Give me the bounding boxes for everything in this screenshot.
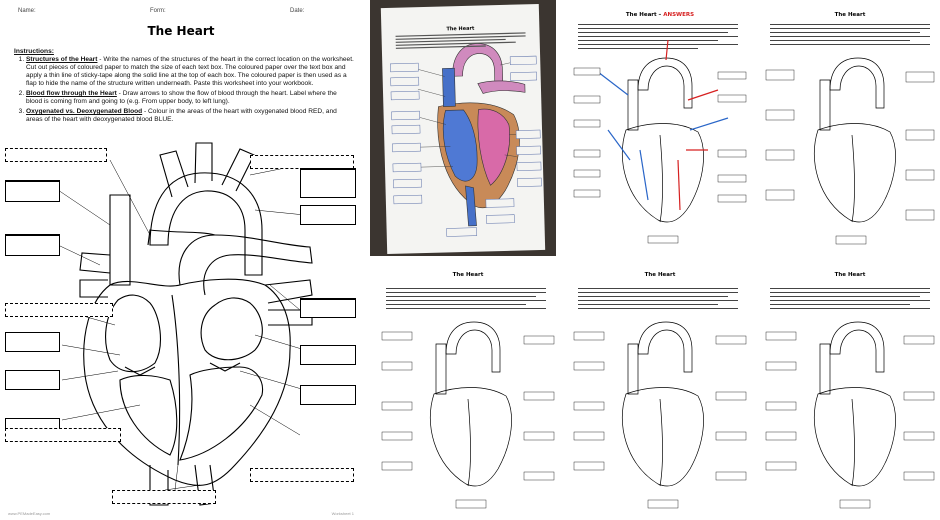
thumb-title: The Heart bbox=[452, 272, 484, 278]
label-box[interactable] bbox=[5, 234, 60, 256]
answers-title: The Heart – ANSWERS bbox=[625, 12, 695, 18]
label-box[interactable] bbox=[5, 303, 113, 317]
page-title: The Heart bbox=[147, 24, 215, 38]
thumb-title: The Heart bbox=[834, 12, 866, 18]
instruction-item: 3. Oxygenated vs. Deoxygenated Blood - Colour in the areas of the heart with oxygenated blood RED, and areas of the heart with deoxygenated blood BLUE. bbox=[26, 108, 354, 124]
thumb-heart bbox=[568, 262, 752, 520]
answers-heart-diagram bbox=[568, 0, 752, 256]
label-box[interactable] bbox=[5, 370, 60, 390]
footer-page: Worksheet 1 bbox=[331, 511, 354, 516]
label-box[interactable] bbox=[112, 490, 216, 504]
label-box[interactable] bbox=[5, 428, 121, 442]
photo-coloured-worksheet bbox=[370, 0, 556, 256]
label-box[interactable] bbox=[300, 298, 356, 318]
label-box[interactable] bbox=[300, 168, 356, 198]
labelled-thumbnail-1 bbox=[376, 262, 560, 520]
instruction-item: 2. Blood flow through the Heart - Draw arrows to show the flow of blood through the heart. Label where the blood is coming from and going to (e.g. From upper body, to left lung). bbox=[26, 90, 354, 106]
label-box[interactable] bbox=[250, 468, 354, 482]
thumb-heart bbox=[760, 0, 940, 256]
thumb-title: The Heart bbox=[644, 272, 676, 278]
answers-thumbnail bbox=[568, 0, 752, 256]
thumb-heart bbox=[376, 262, 560, 520]
tape-line bbox=[5, 234, 60, 236]
tape-line bbox=[300, 168, 356, 170]
tape-line bbox=[300, 298, 356, 300]
label-box[interactable] bbox=[300, 205, 356, 225]
thumb-heart bbox=[760, 262, 940, 520]
instructions bbox=[14, 48, 354, 126]
main-worksheet bbox=[0, 0, 362, 520]
photo-paper bbox=[381, 4, 545, 254]
thumb-title: The Heart bbox=[834, 272, 866, 278]
label-box[interactable] bbox=[5, 332, 60, 352]
instructions-heading: Instructions: bbox=[14, 48, 54, 55]
footer-website: www.PEMadeEasy.com bbox=[8, 511, 51, 516]
labelled-thumbnail-3 bbox=[760, 262, 940, 520]
labelled-thumbnail-2 bbox=[568, 262, 752, 520]
label-box[interactable] bbox=[300, 385, 356, 405]
tape-line bbox=[5, 180, 60, 182]
label-box[interactable] bbox=[300, 345, 356, 365]
name-label: Name: bbox=[18, 8, 36, 14]
date-label: Date: bbox=[290, 8, 305, 14]
blank-thumbnail bbox=[760, 0, 940, 256]
photo-title: The Heart bbox=[446, 25, 475, 33]
instruction-item: 1. Structures of the Heart - Write the names of the structures of the heart in the correct location on the worksheet. Cut out pieces of coloured paper to match the size of each text box. The coloured paper over the text box and apply a thin line of sticky-tape along the solid line at the top of each box. The coloured paper is then used as a flap to hide the name of the structure written underneath. Paste this worksheet into your workbook. bbox=[26, 56, 354, 88]
label-box[interactable] bbox=[5, 180, 60, 202]
coloured-heart bbox=[381, 4, 545, 254]
label-box[interactable] bbox=[250, 155, 354, 169]
form-label: Form: bbox=[150, 8, 166, 14]
label-box[interactable] bbox=[5, 148, 107, 162]
